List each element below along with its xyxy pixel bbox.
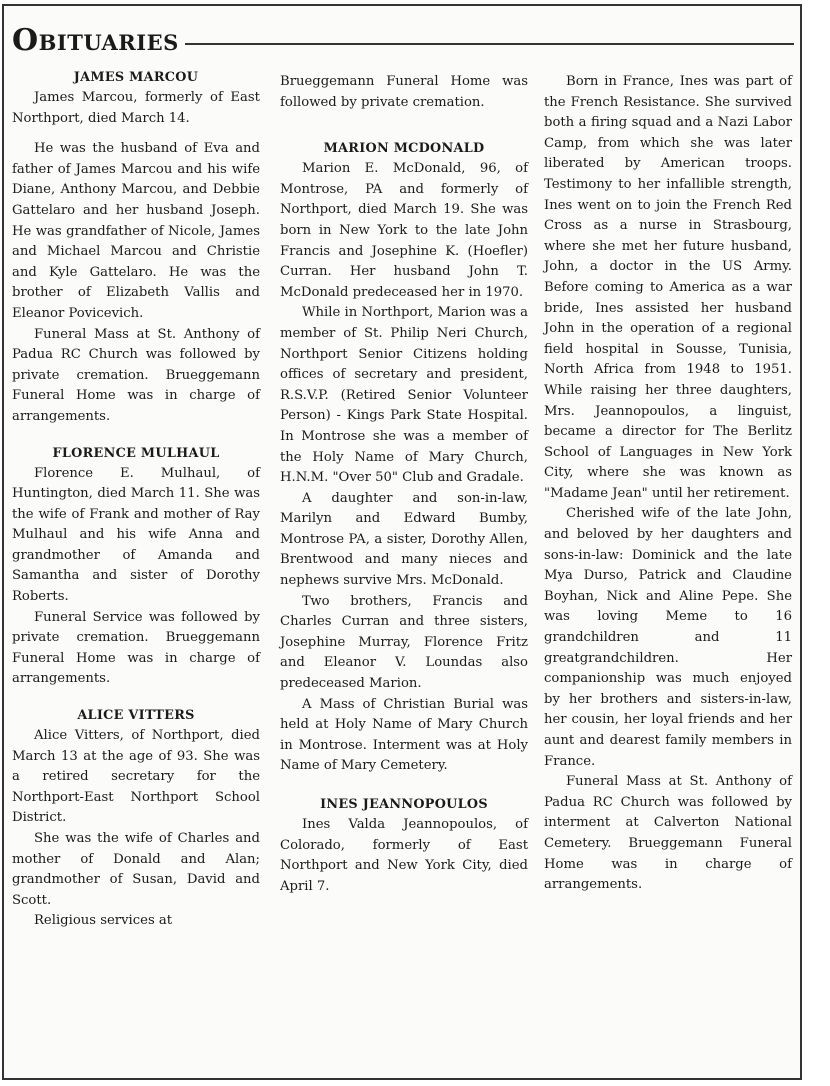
obituary-paragraph: Religious services at (34, 913, 173, 929)
column-3 (544, 72, 792, 896)
continued-text: Brueggemann Funeral Home was followed by private cremation. (280, 74, 528, 110)
masthead (12, 20, 794, 62)
obituary-paragraph: Cherished wife of the late John, and beloved by her daughters and sons-in-law: Dominick and the late Mya Durso, Patrick and Claudine Boyhan, Nick and Aline Pepe. She was loving Meme to 16 grandchildren and 11 greatgrandchildren. Her companionship was much enjoyed by her brothers and sisters-in-law, her cousin, her loyal friends and her aunt and dearest family members in France. (544, 506, 792, 769)
obituary-paragraph: Funeral Mass at St. Anthony of Padua RC Church was followed by interment at Calverton National Cemetery. Brueggemann Funeral Home was in charge of arrangements. (544, 774, 792, 893)
obituary-paragraph: Two brothers, Francis and Charles Curran and three sisters, Josephine Murray, Florence Fritz and Eleanor V. Loundas also predeceased Marion. (280, 593, 528, 692)
obituary-name: INES JEANNOPOULOS (320, 797, 488, 812)
obituary-marion-mcdonald (280, 139, 528, 777)
obituary-paragraph: Funeral Service was followed by private cremation. Brueggemann Funeral Home was in charge of arrangements. (12, 609, 260, 687)
obituary-paragraph: While in Northport, Marion was a member of St. Philip Neri Church, Northport Senior Citizens holding offices of secretary and president, R.S.V.P. (Retired Senior Volunteer Person) - Kings Park State Hospital. In Montrose she was a member of the Holy Name of Mary Church, H.N.M. "Over 50" Club and Gradale. (280, 305, 528, 486)
obituary-ines-jeannopoulos (280, 795, 528, 897)
obituary-florence-mulhaul (12, 444, 260, 691)
obituary-paragraph: Florence E. Mulhaul, of Huntington, died March 11. She was the wife of Frank and mother of Ray Mulhaul and his wife Anna and grandmother of Amanda and Samantha and sister of Dorothy Roberts. (12, 465, 260, 605)
obituary-james-marcou (12, 68, 260, 428)
obituary-paragraph: She was the wife of Charles and mother of Donald and Alan; grandmother of Susan, David and Scott. (12, 831, 260, 908)
obituary-paragraph: Funeral Mass at St. Anthony of Padua RC Church was followed by private cremation. Brueggemann Funeral Home was in charge of arrangements. (12, 326, 260, 424)
obituary-name: MARION MCDONALD (323, 141, 485, 157)
obituary-name: JAMES MARCOU (73, 70, 199, 85)
column-1 (12, 68, 260, 932)
obituary-name: FLORENCE MULHAUL (52, 445, 220, 461)
obituary-name: ALICE VITTERS (77, 708, 195, 724)
obituary-paragraph: Ines Valda Jeannopoulos, of Colorado, formerly of East Northport and New York City, died April 7. (280, 817, 528, 894)
obituaries-page (2, 4, 802, 1080)
obituary-paragraph: A Mass of Christian Burial was held at Holy Name of Mary Church in Montrose. Interment was at Holy Name of Mary Cemetery. (280, 696, 528, 774)
obituary-paragraph: He was the husband of Eva and father of James Marcou and his wife Diane, Anthony Marcou, and Debbie Gattelaro and her husband Joseph. He was grandfather of Nicole, James and Michael Marcou and Christie and Kyle Gattelaro. He was the brother of Elizabeth Vallis and Eleanor Povicevich. (12, 141, 260, 321)
obituary-paragraph: A daughter and son-in-law, Marilyn and Edward Bumby, Montrose PA, a sister, Dorothy Allen, Brentwood and many nieces and nephews survive Mrs. McDonald. (280, 490, 528, 589)
obituary-paragraph: Marion E. McDonald, 96, of Montrose, PA and formerly of Northport, died March 19. She was born in New York to the late John Francis and Josephine K. (Hoefler) Curran. Her husband John T. McDonald predeceased her in 1970. (280, 161, 528, 300)
column-2 (280, 72, 528, 897)
obituary-paragraph: Born in France, Ines was part of the French Resistance. She survived both a firing squad and a Nazi Labor Camp, from which she was later liberated by American troops. Testimony to her infallible strength, Ines went on to join the French Red Cross as a nurse in Strasbourg, where she met her future husband, John, a doctor in the US Army. Before coming to America as a war bride, Ines assisted her husband John in the operation of a regional field hospital in Sousse, Tunisia, North Africa from 1948 to 1951. While raising her three daughters, Mrs. Jeannopoulos, a linguist, became a director for The Berlitz School of Languages in New York City, where she was known as "Madame Jean" until her retirement. (544, 74, 792, 501)
obituary-paragraph: Alice Vitters, of Northport, died March 13 at the age of 93. She was a retired secretary for the Northport-East Northport School District. (12, 728, 260, 826)
section-title: Obituaries (12, 23, 179, 58)
obituary-paragraph: James Marcou, formerly of East Northport, died March 14. (12, 90, 260, 126)
obituary-alice-vitters (12, 706, 260, 932)
masthead-rule (185, 43, 794, 45)
